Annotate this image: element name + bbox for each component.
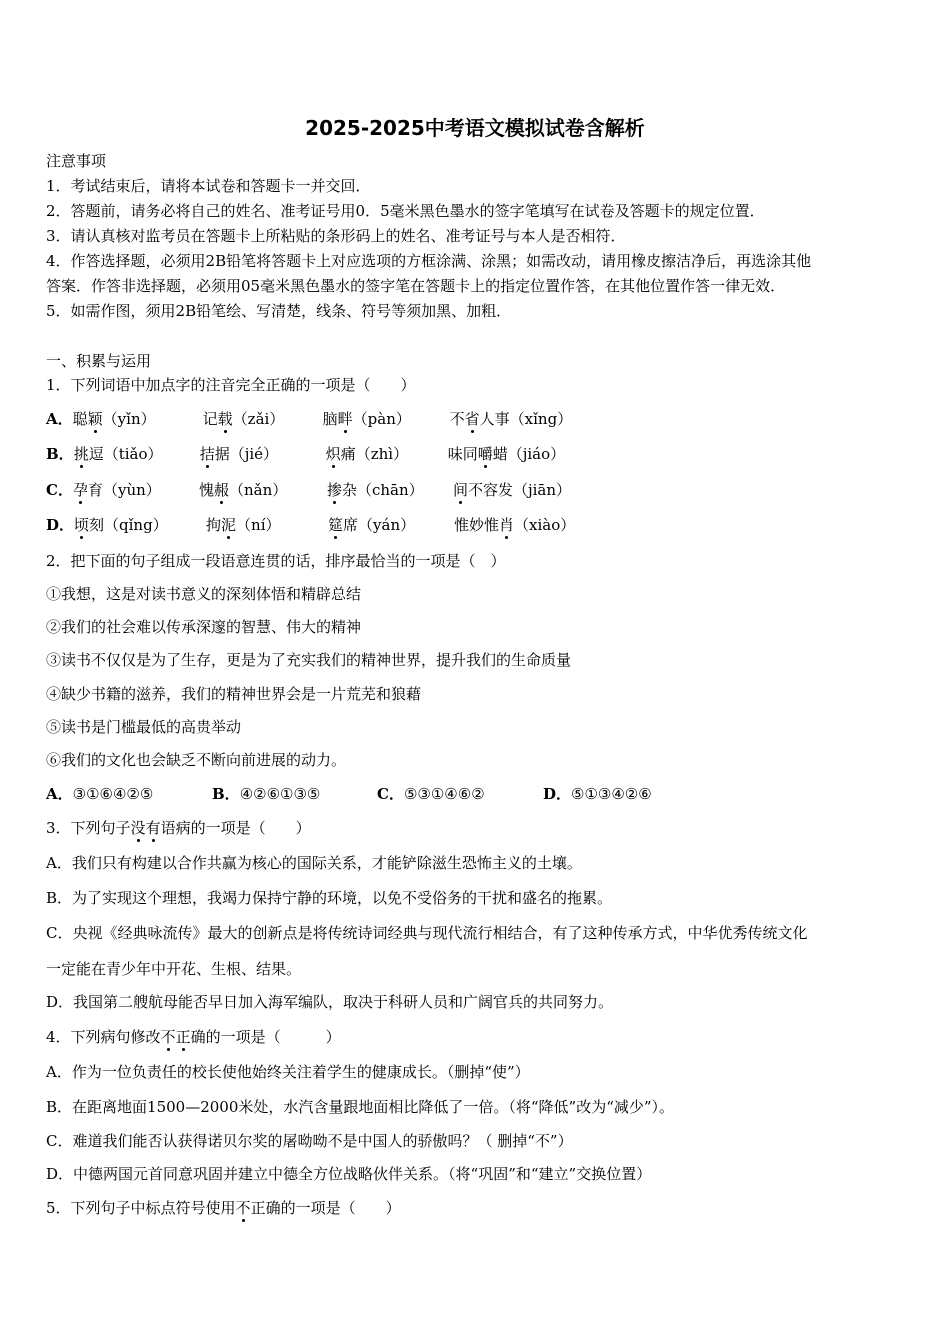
option-word: 聪颖（yǐn）	[72, 410, 156, 428]
q4-option-a: A．作为一位负责任的校长使他始终关注着学生的健康成长。（删掉“使”）	[46, 1063, 530, 1081]
option-word: 味同嚼蜡（jiáo）	[447, 445, 566, 463]
option: B．④②⑥①③⑤	[212, 785, 321, 803]
notice-item: 1．考试结束后，请将本试卷和答题卡一并交回．	[46, 177, 371, 195]
q1-option-a	[46, 409, 572, 429]
notice-item: 5．如需作图，须用2B铅笔绘、写清楚，线条、符号等须加黑、加粗．	[46, 302, 512, 320]
question-5-stem: 5．下列句子中标点符号使用不正确的一项是（ ）	[46, 1199, 401, 1217]
option-word: 拮据（jié）	[199, 445, 279, 463]
q2-sentence: ⑥我们的文化也会缺乏不断向前进展的动力。	[46, 751, 347, 769]
q2-sentence: ①我想，这是对读书意义的深刻体悟和精辟总结	[46, 585, 362, 603]
q3-option-d: D．我国第二艘航母能否早日加入海军编队，取决于科研人员和广阔官兵的共同努力。	[46, 993, 614, 1011]
q3-option-c: C．央视《经典咏流传》最大的创新点是将传统诗词经典与现代流行相结合，有了这种传承方式，中华优秀传统文化	[46, 924, 808, 942]
option-word: 不省人事（xǐng）	[449, 410, 573, 428]
question-3-stem: 3．下列句子没有语病的一项是（ ）	[46, 819, 311, 837]
q3-option-c-cont: 一定能在青少年中开花、生根、结果。	[46, 960, 302, 978]
q1-option-b	[46, 444, 565, 464]
option-word: 间不容发（jiān）	[452, 481, 572, 499]
option-word: 顷刻（qǐng）	[74, 516, 168, 534]
question-1-stem: 1．下列词语中加点字的注音完全正确的一项是（ ）	[46, 376, 416, 394]
option-label: A．	[46, 410, 73, 428]
q1-option-d	[46, 515, 575, 535]
notice-item: 2．答题前，请务必将自己的姓名、准考证号用0．5毫米黑色墨水的签字笔填写在试卷及答题卡的规定位置．	[46, 202, 765, 220]
option: A．③①⑥④②⑤	[46, 785, 154, 803]
q3-option-b: B．为了实现这个理想，我竭力保持宁静的环境，以免不受俗务的干扰和盛名的拖累。	[46, 889, 613, 907]
q2-sentence: ②我们的社会难以传承深邃的智慧、伟大的精神	[46, 618, 362, 636]
q2-sentence: ⑤读书是门槛最低的高贵举动	[46, 718, 242, 736]
section-heading: 一、积累与运用	[46, 352, 152, 370]
option-word: 筵席（yán）	[328, 516, 416, 534]
question-4-stem: 4．下列病句修改不正确的一项是（ ）	[46, 1028, 341, 1046]
q4-option-b: B．在距离地面1500—2000米处，水汽含量跟地面相比降低了一倍。（将“降低”改为“减少”）。	[46, 1098, 675, 1116]
q4-option-d: D．中德两国元首同意巩固并建立中德全方位战略伙伴关系。（将“巩固”和“建立”交换位置）	[46, 1165, 652, 1183]
question-2-stem: 2．把下面的句子组成一段语意连贯的话，排序最恰当的一项是（ ）	[46, 552, 506, 570]
option: C．⑤③①④⑥②	[377, 785, 485, 803]
option-word: 惟妙惟肖（xiào）	[454, 516, 576, 534]
q4-option-c: C．难道我们能否认获得诺贝尔奖的屠呦呦不是中国人的骄傲吗？（ 删掉“不”）	[46, 1132, 573, 1150]
notice-heading: 注意事项	[46, 152, 107, 170]
option-label: C．	[46, 481, 73, 499]
option-word: 掺杂（chān）	[326, 481, 424, 499]
notice-item: 4．作答选择题，必须用2B铅笔将答题卡上对应选项的方框涂满、涂黑；如需改动，请用橡皮擦洁净后，再选涂其他	[46, 252, 812, 270]
q2-sentence: ③读书不仅仅是为了生存，更是为了充实我们的精神世界，提升我们的生命质量	[46, 651, 572, 669]
option-word: 拘泥（ní）	[206, 516, 281, 534]
option-word: 挑逗（tiǎo）	[73, 445, 163, 463]
q2-options	[46, 784, 652, 804]
notice-item: 3．请认真核对监考员在答题卡上所粘贴的条形码上的姓名、准考证号与本人是否相符．	[46, 227, 626, 245]
q3-option-a: A．我们只有构建以合作共赢为核心的国际关系，才能铲除滋生恐怖主义的土壤。	[46, 854, 582, 872]
option-word: 记载（zǎi）	[202, 410, 285, 428]
option-word: 愧赧（nǎn）	[198, 481, 288, 499]
page-title: 2025-2025中考语文模拟试卷含解析	[305, 116, 645, 140]
option-label: B．	[46, 445, 74, 463]
option-word: 脑畔（pàn）	[322, 410, 411, 428]
notice-item: 答案．作答非选择题，必须用05毫米黑色墨水的签字笔在答题卡上的指定位置作答，在其他位置作答一律无效．	[46, 277, 786, 295]
option: D．⑤①③④②⑥	[543, 785, 652, 803]
q1-option-c	[46, 480, 571, 500]
q2-sentence: ④缺少书籍的滋养，我们的精神世界会是一片荒芜和狼藉	[46, 685, 422, 703]
option-label: D．	[46, 516, 75, 534]
option-word: 炽痛（zhì）	[325, 445, 409, 463]
option-word: 孕育（yùn）	[72, 481, 161, 499]
